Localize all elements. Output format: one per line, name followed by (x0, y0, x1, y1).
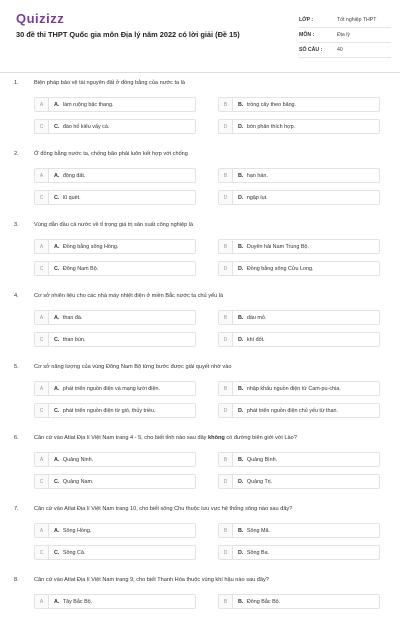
question-list (0, 76, 400, 644)
option-label: B. Đông Bắc Bộ. (238, 598, 281, 605)
option-label: B. Duyên hải Nam Trung Bộ. (238, 243, 309, 250)
option-letter: A (35, 524, 49, 537)
option-letter: C (35, 191, 49, 204)
question-text: Căn cứ vào Atlat Địa lí Việt Nam trang 4 - 5, cho biết tỉnh nào sau đây không có đường biên giới với Lào? (34, 435, 297, 441)
option-label: B. Quảng Bình. (238, 456, 278, 463)
quizizz-logo: Quizizz (16, 11, 65, 26)
option-letter: A (35, 98, 49, 111)
option-label: D. khí đốt. (238, 336, 265, 343)
option-label: B. dầu mỏ. (238, 314, 267, 321)
option-label: B. hạn hán. (238, 172, 268, 179)
option-label: A. than đá. (54, 314, 83, 321)
option-letter: C (35, 333, 49, 346)
document-title: 30 đề thi THPT Quốc gia môn Địa lý năm 2022 có lời giải (Đề 15) (16, 30, 240, 39)
question-1 (0, 76, 400, 147)
option-a[interactable] (34, 97, 196, 112)
meta-value: Địa lý (337, 32, 350, 38)
document-header (0, 0, 400, 72)
option-b[interactable] (218, 239, 380, 254)
question-text: Cơ sở năng lượng của vùng Đông Nam Bộ từng bước được giải quyết nhờ vào (34, 364, 232, 370)
option-letter: D (219, 475, 233, 488)
option-letter: B (219, 595, 233, 608)
option-label: D. Đồng bằng sông Cửu Long. (238, 265, 314, 272)
option-d[interactable] (218, 119, 380, 134)
meta-key: LỚP : (299, 17, 314, 23)
option-letter: B (219, 524, 233, 537)
option-d[interactable] (218, 190, 380, 205)
question-text: Căn cứ vào Atlat Địa lí Việt Nam trang 9, cho biết Thanh Hóa thuộc vùng khí hậu nào sau đây? (34, 577, 269, 583)
option-letter: D (219, 546, 233, 559)
option-letter: A (35, 453, 49, 466)
option-d[interactable] (218, 403, 380, 418)
question-7 (0, 502, 400, 573)
question-number: 5. (14, 364, 19, 370)
meta-key: MÔN : (299, 32, 315, 38)
option-letter: D (219, 191, 233, 204)
meta-row-subject (299, 28, 391, 43)
option-b[interactable] (218, 310, 380, 325)
option-d[interactable] (218, 545, 380, 560)
option-d[interactable] (218, 261, 380, 276)
option-a[interactable] (34, 381, 196, 396)
option-a[interactable] (34, 168, 196, 183)
option-c[interactable] (34, 190, 196, 205)
question-text: Biện pháp bảo vệ tài nguyên đất ở đồng bằng của nước ta là (34, 80, 186, 86)
question-text: Cơ sở nhiên liệu cho các nhà máy nhiệt điện ở miền Bắc nước ta chủ yếu là (34, 293, 224, 299)
header-divider (0, 72, 400, 73)
option-label: C. Sông Cả. (54, 549, 86, 556)
option-b[interactable] (218, 523, 380, 538)
option-letter: B (219, 382, 233, 395)
question-8 (0, 573, 400, 644)
option-label: B. trồng cây theo băng. (238, 101, 297, 108)
meta-value: Tốt nghiệp THPT (337, 17, 377, 23)
question-number: 1. (14, 80, 19, 86)
question-text: Căn cứ vào Atlat Địa lí Việt Nam trang 10, cho biết sông Chu thuộc lưu vực hệ thống sông nào sau đây? (34, 506, 293, 512)
option-a[interactable] (34, 310, 196, 325)
option-c[interactable] (34, 545, 196, 560)
option-letter: A (35, 595, 49, 608)
option-label: B. Sông Mã. (238, 527, 270, 534)
option-a[interactable] (34, 452, 196, 467)
question-text: Vùng dẫn đầu cả nước về tỉ trọng giá trị sản xuất công nghiệp là (34, 222, 194, 228)
question-2 (0, 147, 400, 218)
option-c[interactable] (34, 261, 196, 276)
meta-key: SỐ CÂU : (299, 47, 323, 53)
option-c[interactable] (34, 474, 196, 489)
option-label: A. Tây Bắc Bộ. (54, 598, 93, 605)
question-number: 7. (14, 506, 19, 512)
question-number: 8. (14, 577, 19, 583)
question-5 (0, 360, 400, 431)
option-c[interactable] (34, 332, 196, 347)
option-letter: A (35, 240, 49, 253)
meta-table (299, 13, 391, 58)
question-number: 4. (14, 293, 19, 299)
option-b[interactable] (218, 381, 380, 396)
option-label: A. Quảng Ninh. (54, 456, 94, 463)
option-d[interactable] (218, 332, 380, 347)
option-letter: C (35, 546, 49, 559)
question-6 (0, 431, 400, 502)
option-label: C. phát triển nguồn điện từ gió, thủy triều. (54, 407, 156, 414)
option-letter: A (35, 382, 49, 395)
option-label: D. Quảng Trị. (238, 478, 273, 485)
question-number: 6. (14, 435, 19, 441)
option-letter: A (35, 311, 49, 324)
option-label: C. Đông Nam Bộ. (54, 265, 99, 272)
option-label: A. Sông Hồng. (54, 527, 92, 534)
meta-value: 40 (337, 47, 343, 53)
option-label: C. Quảng Nam. (54, 478, 94, 485)
option-label: D. bón phân thích hợp. (238, 123, 296, 130)
option-d[interactable] (218, 474, 380, 489)
option-b[interactable] (218, 97, 380, 112)
option-letter: C (35, 404, 49, 417)
option-label: A. động đất. (54, 172, 86, 179)
option-label: A. làm ruộng bậc thang. (54, 101, 114, 108)
option-c[interactable] (34, 403, 196, 418)
question-number: 2. (14, 151, 19, 157)
option-a[interactable] (34, 523, 196, 538)
option-letter: D (219, 404, 233, 417)
option-letter: B (219, 169, 233, 182)
option-letter: C (35, 262, 49, 275)
option-letter: D (219, 333, 233, 346)
option-label: C. than bùn. (54, 336, 86, 343)
question-text: Ở đồng bằng nước ta, chống bão phải luôn kết hợp với chống (34, 151, 188, 157)
option-label: D. phát triển nguồn điện chủ yếu từ than. (238, 407, 339, 414)
option-label: A. Đồng bằng sông Hồng. (54, 243, 119, 250)
option-b[interactable] (218, 452, 380, 467)
meta-row-count (299, 43, 391, 58)
option-label: D. Sông Ba. (238, 549, 270, 556)
option-label: B. nhập khẩu nguồn điện từ Cam-pu-chia. (238, 385, 341, 392)
option-b[interactable] (218, 168, 380, 183)
option-letter: D (219, 120, 233, 133)
option-letter: C (35, 475, 49, 488)
option-letter: B (219, 98, 233, 111)
option-letter: D (219, 262, 233, 275)
option-label: C. lũ quét. (54, 194, 81, 201)
question-4 (0, 289, 400, 360)
option-label: D. ngập lụt. (238, 194, 268, 201)
option-letter: A (35, 169, 49, 182)
option-label: C. đào hố kiểu vẩy cá. (54, 123, 110, 130)
option-a[interactable] (34, 239, 196, 254)
option-a[interactable] (34, 594, 196, 609)
question-number: 3. (14, 222, 19, 228)
option-letter: B (219, 240, 233, 253)
option-letter: C (35, 120, 49, 133)
option-b[interactable] (218, 594, 380, 609)
option-letter: B (219, 311, 233, 324)
option-label: A. phát triển nguồn điện và mạng lưới điện. (54, 385, 160, 392)
option-c[interactable] (34, 119, 196, 134)
question-3 (0, 218, 400, 289)
option-letter: B (219, 453, 233, 466)
meta-row-class (299, 13, 391, 28)
